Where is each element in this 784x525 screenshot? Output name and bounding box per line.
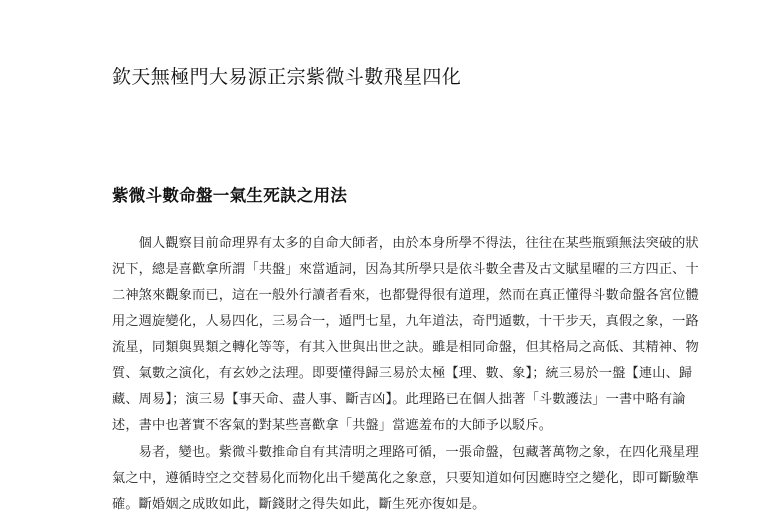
paragraph-line: 確。斷婚姻之成敗如此，斷錢財之得失如此，斷生死亦復如是。 [112, 497, 486, 512]
document-title: 欽天無極門大易源正宗紫微斗數飛星四化 [112, 66, 462, 88]
paragraph-line: 個人觀察目前命理界有太多的自命大師者，由於本身所學不得法，往往在某些瓶頸無法突破的狀 [112, 236, 699, 251]
paragraph-line: 氣之中，遵循時空之交替易化而物化出千變萬化之象意，只要知道如何因應時空之變化，即可斷驗準 [112, 471, 699, 486]
paragraph-line: 易者，變也。紫微斗數推命自有其清明之理路可循，一張命盤，包藏著萬物之象，在四化飛星理 [112, 445, 699, 460]
section-heading: 紫微斗數命盤一氣生死訣之用法 [112, 186, 348, 205]
paragraph-line: 流星，同類與異類之轉化等等，有其入世與出世之訣。雖是相同命盤，但其格局之高低、其精神、物 [112, 340, 699, 355]
paragraph-line: 況下，總是喜歡拿所謂「共盤」來當遁詞，因為其所學只是依斗數全書及古文賦星曜的三方四正、十 [112, 262, 699, 277]
paragraph-line: 述，書中也著實不客氣的對某些喜歡拿「共盤」當遮羞布的大師予以駁斥。 [112, 418, 553, 433]
paragraph-line: 質、氣數之演化，有玄妙之法理。即要懂得歸三易於太極【理、數、象】；統三易於一盤【連山、歸 [112, 366, 693, 381]
paragraph-1 [112, 231, 699, 439]
paragraph-line: 藏、周易】；演三易【事天命、盡人事、斷吉凶】。此理路已在個人拙著「斗數護法」一書中略有論 [112, 392, 686, 407]
paragraph-line: 用之週旋變化，人易四化，三易合一，遁門七星，九年道法，奇門遁數，十干步天，真假之象，一路 [112, 314, 699, 329]
paragraph-line: 二神煞來觀象而已，這在一般外行讀者看來，也都覺得很有道理，然而在真正懂得斗數命盤各宮位體 [112, 288, 699, 303]
paragraph-2 [112, 440, 699, 518]
